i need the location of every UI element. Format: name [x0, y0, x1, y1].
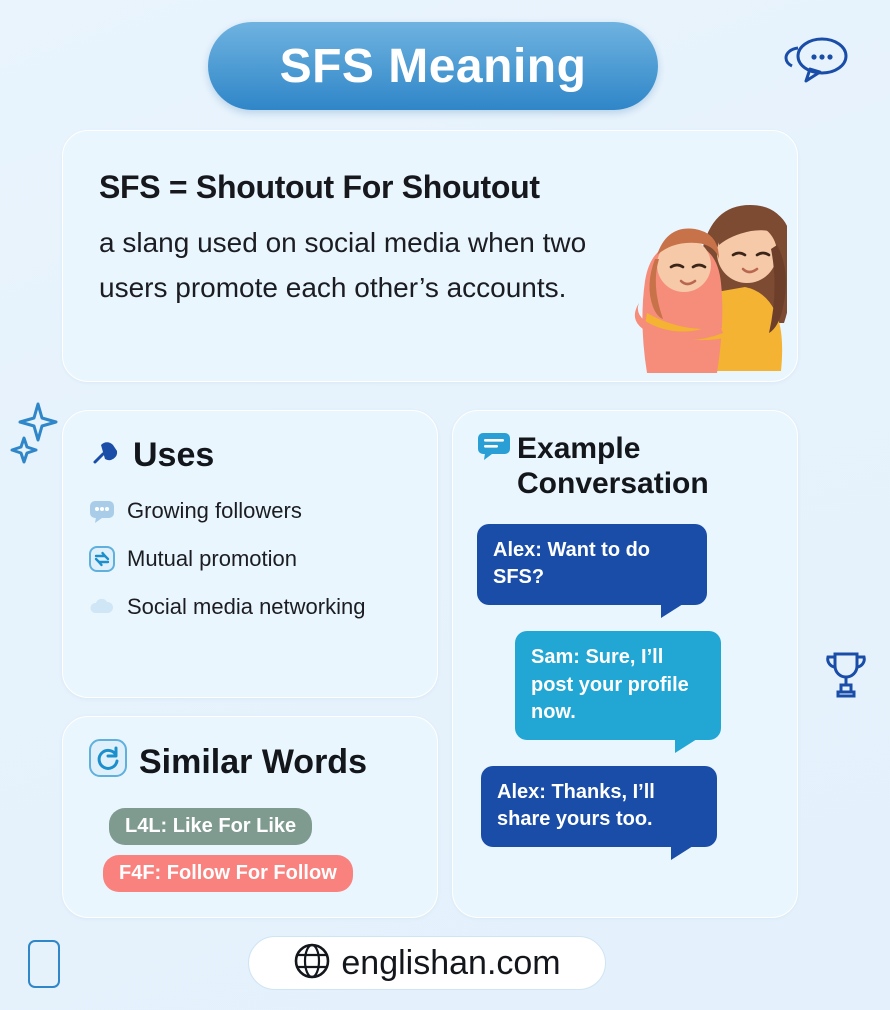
definition-heading: SFS = Shoutout For Shoutout [99, 169, 540, 205]
chat-bubble-text: Alex: Want to do SFS? [493, 538, 651, 589]
globe-icon [293, 942, 331, 985]
uses-title: Uses [133, 436, 215, 474]
example-title-row [477, 431, 775, 502]
definition-body: a slang used on social media when two users promote each other’s accounts. [99, 227, 587, 304]
list-item-label: Mutual promotion [127, 546, 297, 571]
conversation-bubbles [477, 524, 775, 847]
chat-bubble-text: Sam: Sure, I’ll post your profile now. [531, 645, 689, 724]
chat-bubble [481, 766, 717, 847]
chat-bubble-text: Alex: Thanks, I’ll share yours too. [497, 780, 655, 831]
refresh-circle-icon [89, 739, 127, 786]
status-badge: F4F: Follow For Follow [103, 855, 353, 892]
page-title-pill [208, 22, 658, 110]
repeat-arrows-icon [89, 546, 115, 572]
two-friends-hugging-illustration [607, 173, 787, 373]
definition-card [62, 130, 798, 382]
footer-website-text: englishan.com [341, 943, 561, 982]
cloud-icon [89, 594, 115, 620]
list-item-label: Growing followers [127, 498, 302, 523]
similar-words-title: Similar Words [139, 743, 367, 781]
uses-card [62, 410, 438, 698]
chat-message-icon [477, 431, 511, 469]
speech-bubble-icon [89, 498, 115, 524]
chat-bubble [477, 524, 707, 605]
list-item-label: Social media networking [127, 594, 366, 619]
uses-title-row [89, 435, 415, 476]
example-title: Example Conversation [517, 432, 709, 501]
example-conversation-card [452, 410, 798, 918]
trophy-icon [822, 648, 870, 700]
list-item [89, 594, 415, 620]
similar-words-tags [89, 786, 415, 892]
pin-icon [89, 435, 121, 476]
phone-icon [28, 940, 60, 988]
footer-website-pill[interactable] [248, 936, 606, 990]
sparkle-icon [8, 400, 60, 470]
page-title: SFS Meaning [279, 39, 587, 93]
list-item [89, 546, 415, 572]
list-item [89, 498, 415, 524]
uses-list [89, 498, 415, 620]
chat-bubbles-icon [784, 36, 848, 88]
similar-words-title-row [89, 739, 415, 786]
status-badge: L4L: Like For Like [109, 808, 312, 845]
similar-words-card [62, 716, 438, 918]
chat-bubble [515, 631, 721, 740]
